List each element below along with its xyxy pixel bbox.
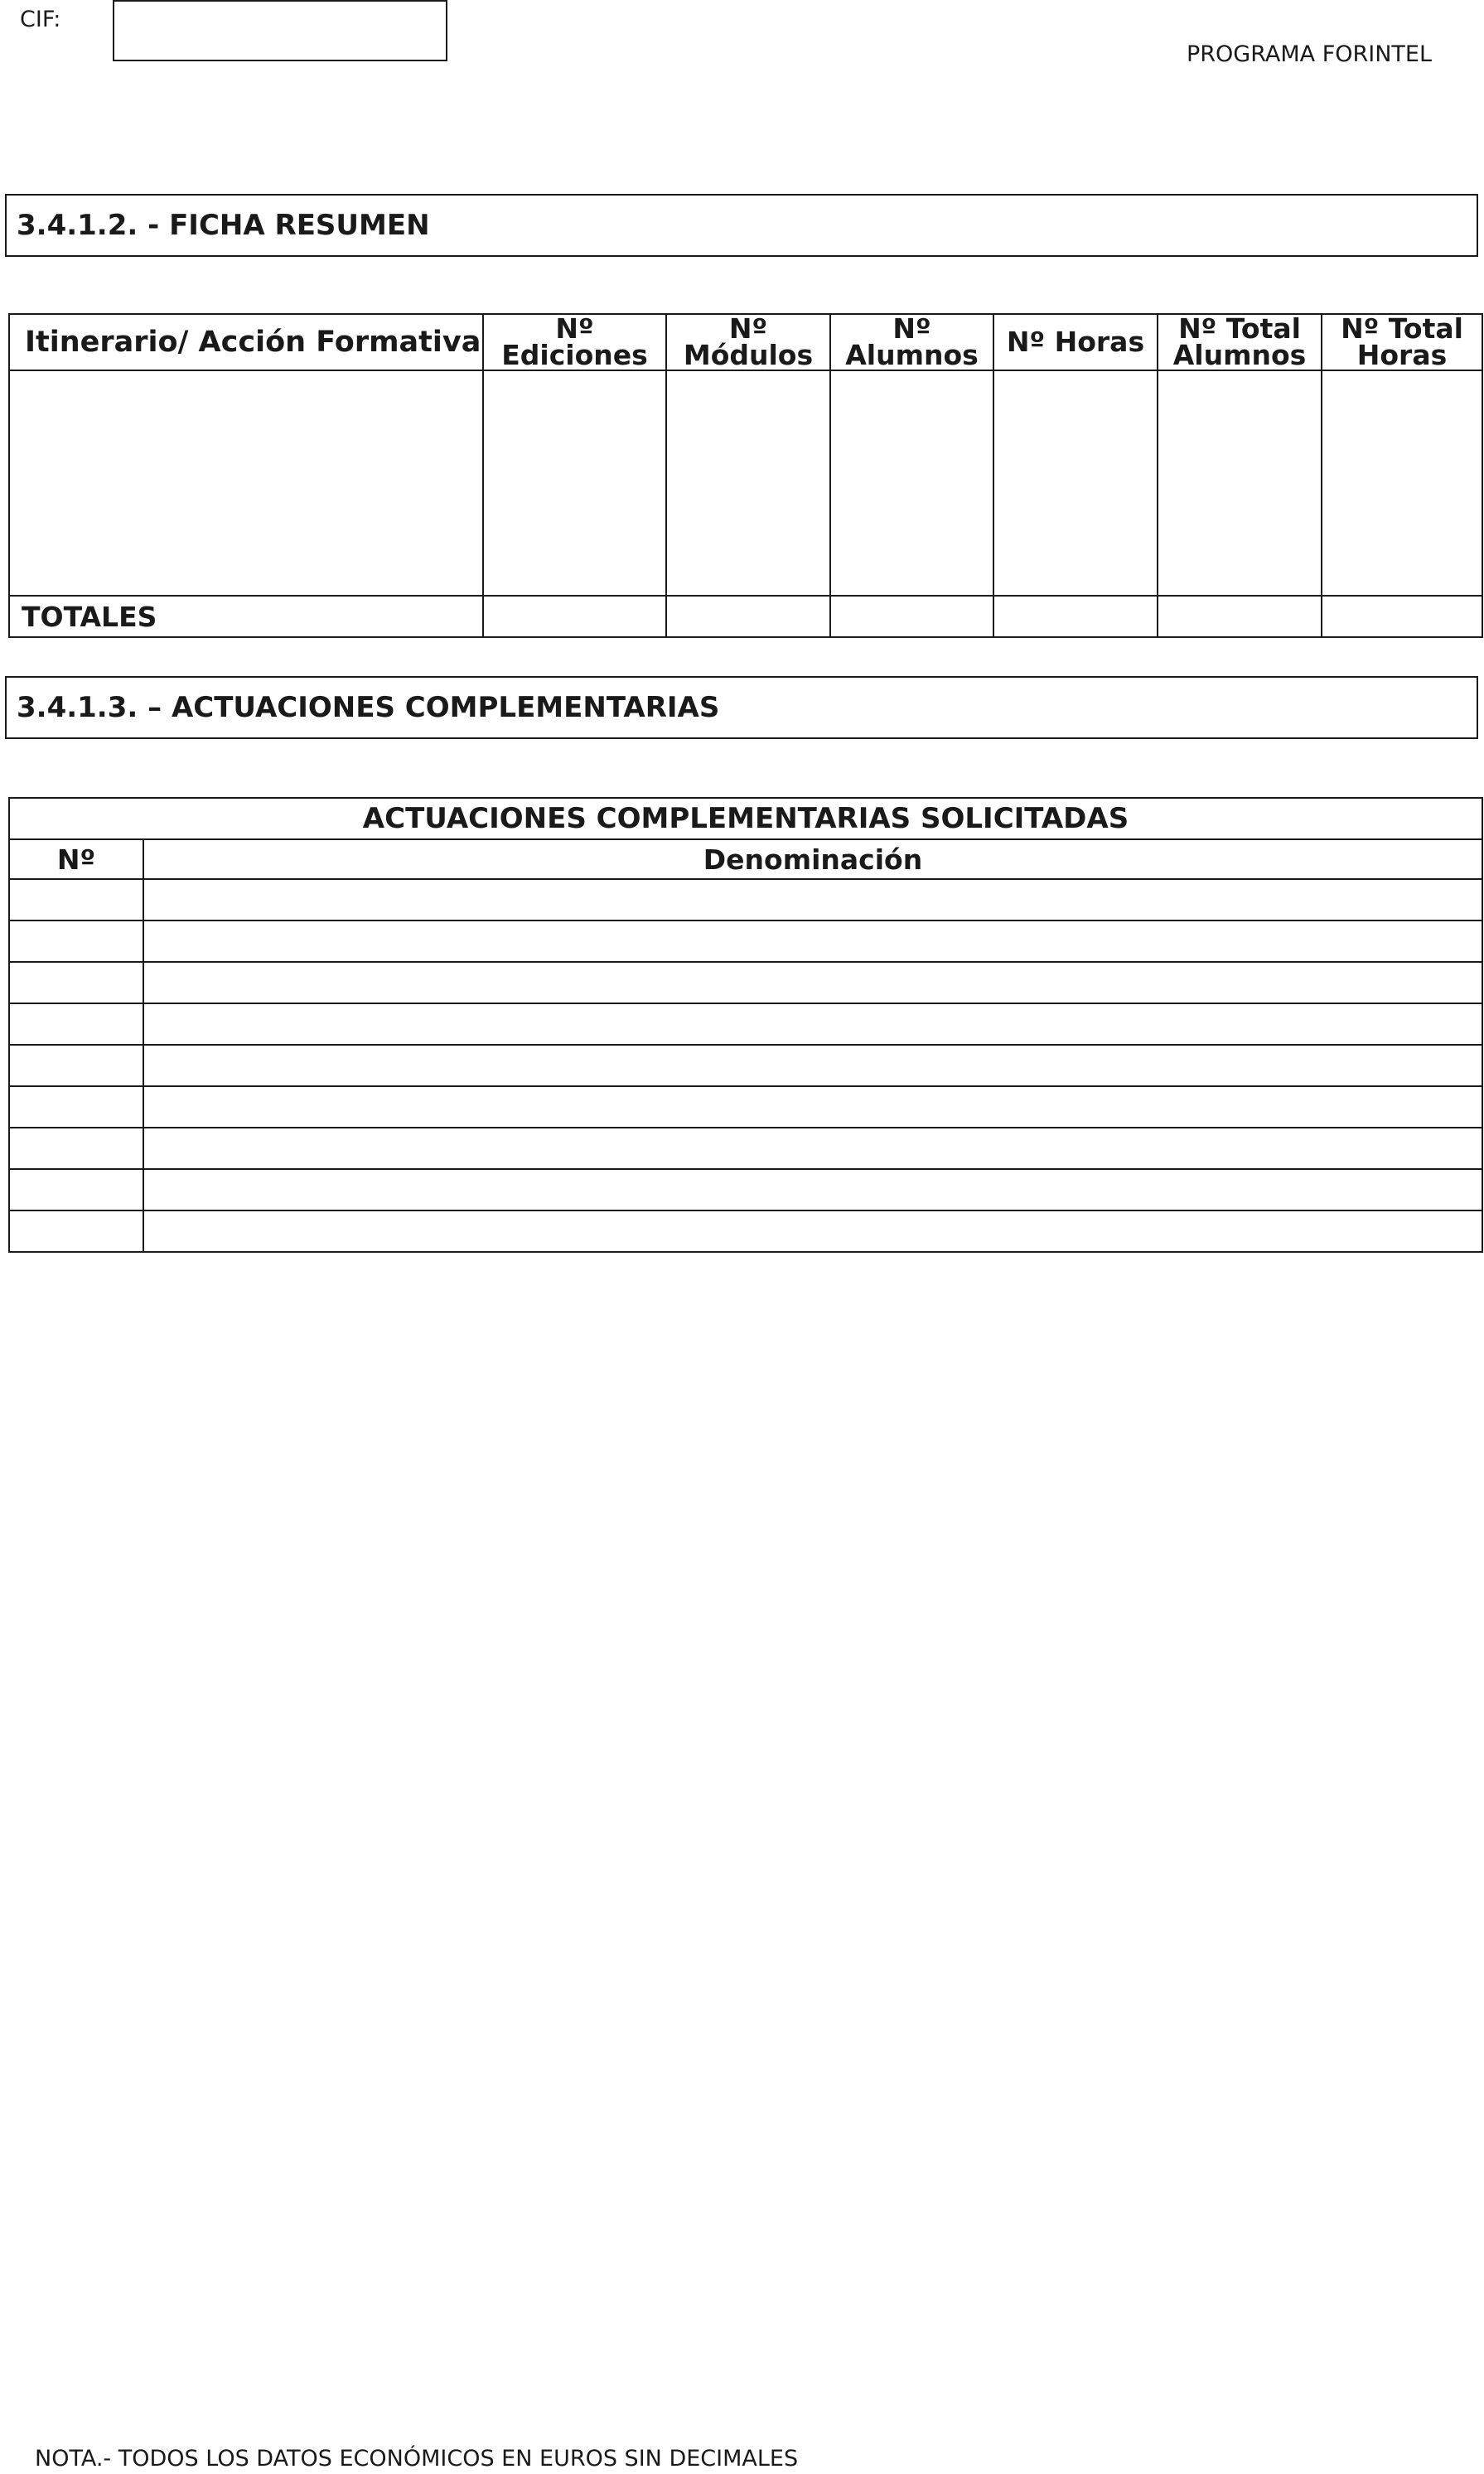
cell-denominacion[interactable]: [143, 1086, 1482, 1128]
col-header-total-horas: Nº Total Horas: [1322, 314, 1482, 370]
table-row: [9, 1003, 1482, 1045]
table-caption: ACTUACIONES COMPLEMENTARIAS SOLICITADAS: [9, 798, 1482, 839]
cell-numero[interactable]: [9, 1045, 143, 1086]
cell-ediciones[interactable]: [483, 370, 666, 596]
cell-total-alumnos[interactable]: [1158, 370, 1322, 596]
program-name: PROGRAMA FORINTEL: [1187, 41, 1432, 67]
col-header-modulos: Nº Módulos: [666, 314, 830, 370]
col-header-ediciones: Nº Ediciones: [483, 314, 666, 370]
table-caption-row: [9, 798, 1482, 839]
total-total-horas[interactable]: [1322, 596, 1482, 637]
section-title-text: 3.4.1.3. – ACTUACIONES COMPLEMENTARIAS: [17, 691, 720, 724]
col-header-total-alumnos: Nº Total Alumnos: [1158, 314, 1322, 370]
table-row: [9, 1045, 1482, 1086]
cell-numero[interactable]: [9, 1169, 143, 1210]
cell-modulos[interactable]: [666, 370, 830, 596]
cell-denominacion[interactable]: [143, 1169, 1482, 1210]
total-horas[interactable]: [993, 596, 1158, 637]
col-header-denominacion: Denominación: [143, 839, 1482, 879]
table-row: [9, 1169, 1482, 1210]
table-row: [9, 879, 1482, 921]
table-row: [9, 1210, 1482, 1252]
actuaciones-table: [8, 797, 1483, 1253]
cell-denominacion[interactable]: [143, 879, 1482, 921]
cell-denominacion[interactable]: [143, 1003, 1482, 1045]
total-total-alumnos[interactable]: [1158, 596, 1322, 637]
cell-numero[interactable]: [9, 879, 143, 921]
table-row: [9, 370, 1482, 596]
table-header-row: [9, 839, 1482, 879]
cif-label: CIF:: [20, 7, 61, 32]
section-title-ficha-resumen: [5, 194, 1478, 257]
cell-total-horas[interactable]: [1322, 370, 1482, 596]
col-header-numero: Nº: [9, 839, 143, 879]
footer-note: NOTA.- TODOS LOS DATOS ECONÓMICOS EN EUROS SIN DECIMALES: [35, 2446, 799, 2472]
cell-itinerario[interactable]: [9, 370, 483, 596]
cell-denominacion[interactable]: [143, 962, 1482, 1003]
cif-input-box[interactable]: [113, 0, 447, 61]
cell-numero[interactable]: [9, 1003, 143, 1045]
cell-numero[interactable]: [9, 921, 143, 962]
cell-numero[interactable]: [9, 1128, 143, 1169]
table-row: [9, 921, 1482, 962]
total-modulos[interactable]: [666, 596, 830, 637]
cell-alumnos[interactable]: [830, 370, 993, 596]
cell-numero[interactable]: [9, 1210, 143, 1252]
table-header-row: [9, 314, 1482, 370]
cell-denominacion[interactable]: [143, 1210, 1482, 1252]
cell-denominacion[interactable]: [143, 921, 1482, 962]
total-alumnos[interactable]: [830, 596, 993, 637]
col-header-horas: Nº Horas: [993, 314, 1158, 370]
cell-horas[interactable]: [993, 370, 1158, 596]
col-header-itinerario: Itinerario/ Acción Formativa: [9, 314, 483, 370]
cell-numero[interactable]: [9, 962, 143, 1003]
cell-denominacion[interactable]: [143, 1045, 1482, 1086]
col-header-alumnos: Nº Alumnos: [830, 314, 993, 370]
cell-numero[interactable]: [9, 1086, 143, 1128]
section-title-actuaciones: [5, 676, 1478, 739]
section-title-text: 3.4.1.2. - FICHA RESUMEN: [17, 209, 430, 242]
table-row: [9, 962, 1482, 1003]
table-row: [9, 1086, 1482, 1128]
totals-label: TOTALES: [9, 596, 483, 637]
cell-denominacion[interactable]: [143, 1128, 1482, 1169]
ficha-resumen-table: [8, 313, 1483, 638]
totals-row: [9, 596, 1482, 637]
table-row: [9, 1128, 1482, 1169]
total-ediciones[interactable]: [483, 596, 666, 637]
